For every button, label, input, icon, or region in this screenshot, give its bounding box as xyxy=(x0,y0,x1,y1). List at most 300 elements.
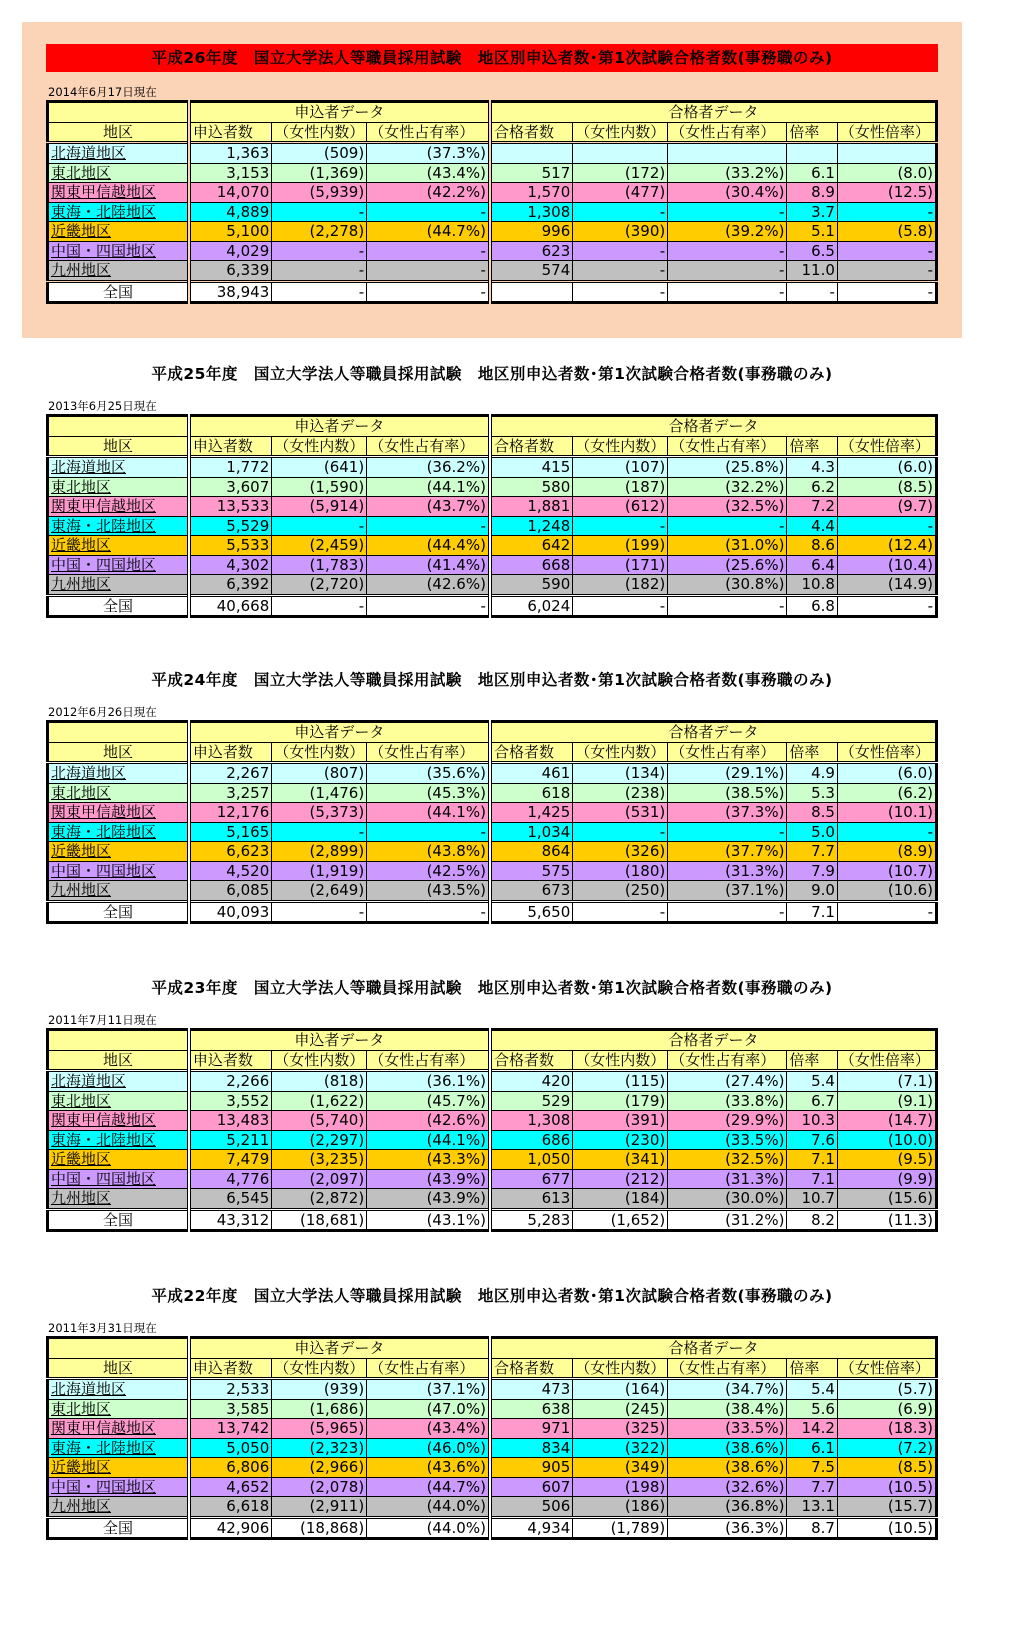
column-header-female-ratio: （女性倍率） xyxy=(837,742,936,763)
passer-female-rate-cell: (33.2%) xyxy=(668,163,787,183)
ratio-cell: 6.2 xyxy=(787,477,838,497)
passers-cell: 996 xyxy=(490,222,573,242)
applicant-female-rate-cell: (37.3%) xyxy=(367,143,490,164)
passers-cell: 677 xyxy=(490,1169,573,1189)
passers-cell: 1,034 xyxy=(490,822,573,842)
applicants-cell: 7,479 xyxy=(189,1150,272,1170)
passers-cell: 506 xyxy=(490,1497,573,1518)
passers-cell: 1,050 xyxy=(490,1150,573,1170)
total-passer-female-rate-cell: - xyxy=(668,901,787,923)
total-passer-female-count-cell: - xyxy=(573,595,668,617)
applicant-female-rate-cell: (43.5%) xyxy=(367,881,490,902)
ratio-cell: 4.4 xyxy=(787,516,838,536)
ratio-cell: 5.4 xyxy=(787,1071,838,1092)
passer-female-count-cell: (326) xyxy=(573,842,668,862)
region-name: 東海・北陸地区 xyxy=(48,516,189,536)
total-applicants-cell: 40,668 xyxy=(189,595,272,617)
column-header-passer-female-rate: （女性占有率） xyxy=(668,1358,787,1379)
table-row xyxy=(48,497,937,517)
passer-female-rate-cell: - xyxy=(668,516,787,536)
total-applicants-cell: 42,906 xyxy=(189,1517,272,1539)
passer-female-rate-cell: (29.1%) xyxy=(668,763,787,784)
ratio-cell: 11.0 xyxy=(787,261,838,282)
passer-female-rate-cell: (25.6%) xyxy=(668,555,787,575)
column-header-row xyxy=(48,742,937,763)
total-passers-cell: 5,283 xyxy=(490,1209,573,1231)
passer-female-rate-cell: (37.1%) xyxy=(668,881,787,902)
passers-cell: 575 xyxy=(490,861,573,881)
ratio-cell: 5.0 xyxy=(787,822,838,842)
passer-female-rate-cell: (37.7%) xyxy=(668,842,787,862)
female-ratio-cell: (12.4) xyxy=(837,536,936,556)
passer-female-count-cell: (349) xyxy=(573,1458,668,1478)
column-header-passer-female-count: （女性内数） xyxy=(573,742,668,763)
column-header-row xyxy=(48,1358,937,1379)
female-ratio-cell: - xyxy=(837,261,936,282)
female-ratio-cell: (6.0) xyxy=(837,763,936,784)
column-header-applicants: 申込者数 xyxy=(189,742,272,763)
passer-female-rate-cell: - xyxy=(668,822,787,842)
column-header-applicant-female-rate: （女性占有率） xyxy=(367,1050,490,1071)
region-name: 関東甲信越地区 xyxy=(48,1111,189,1131)
passers-cell: 574 xyxy=(490,261,573,282)
ratio-cell: 14.2 xyxy=(787,1419,838,1439)
applicants-cell: 14,070 xyxy=(189,183,272,203)
ratio-cell: 7.1 xyxy=(787,1169,838,1189)
as-of-date: 2013年6月25日現在 xyxy=(48,399,157,413)
column-header-region: 地区 xyxy=(48,1050,189,1071)
applicant-female-count-cell: (2,966) xyxy=(272,1458,367,1478)
column-header-passers: 合格者数 xyxy=(490,436,573,457)
ratio-cell: 7.9 xyxy=(787,861,838,881)
passer-female-count-cell: (134) xyxy=(573,763,668,784)
column-header-female-ratio: （女性倍率） xyxy=(837,1050,936,1071)
passer-female-rate-cell: (32.2%) xyxy=(668,477,787,497)
region-name: 中国・四国地区 xyxy=(48,555,189,575)
applicants-cell: 6,618 xyxy=(189,1497,272,1518)
total-passers-cell: 6,024 xyxy=(490,595,573,617)
passers-cell: 580 xyxy=(490,477,573,497)
ratio-cell: 7.6 xyxy=(787,1130,838,1150)
ratio-cell: 3.7 xyxy=(787,202,838,222)
passer-female-rate-cell: (25.8%) xyxy=(668,457,787,478)
applicant-female-rate-cell: (42.6%) xyxy=(367,575,490,596)
passers-cell: 461 xyxy=(490,763,573,784)
column-header-passer-female-rate: （女性占有率） xyxy=(668,742,787,763)
applicant-female-rate-cell: (43.9%) xyxy=(367,1169,490,1189)
passer-data-group-header: 合格者データ xyxy=(490,102,937,123)
table-row xyxy=(48,222,937,242)
female-ratio-cell: (9.7) xyxy=(837,497,936,517)
table-row xyxy=(48,163,937,183)
applicant-female-count-cell: - xyxy=(272,202,367,222)
applicant-female-count-cell: (2,278) xyxy=(272,222,367,242)
applicant-female-rate-cell: (44.7%) xyxy=(367,1477,490,1497)
applicant-female-count-cell: (2,078) xyxy=(272,1477,367,1497)
total-passer-female-rate-cell: (31.2%) xyxy=(668,1209,787,1231)
applicants-cell: 3,153 xyxy=(189,163,272,183)
table-row xyxy=(48,457,937,478)
applicants-cell: 6,392 xyxy=(189,575,272,596)
table-row xyxy=(48,516,937,536)
applicant-data-group-header: 申込者データ xyxy=(189,1338,490,1359)
column-header-passer-female-rate: （女性占有率） xyxy=(668,436,787,457)
applicants-cell: 3,607 xyxy=(189,477,272,497)
passer-female-rate-cell: (36.8%) xyxy=(668,1497,787,1518)
passer-female-count-cell: (531) xyxy=(573,803,668,823)
applicant-female-rate-cell: (42.2%) xyxy=(367,183,490,203)
applicant-female-count-cell: (2,911) xyxy=(272,1497,367,1518)
passer-female-rate-cell xyxy=(668,143,787,164)
ratio-cell: 8.6 xyxy=(787,536,838,556)
passer-female-count-cell: (107) xyxy=(573,457,668,478)
female-ratio-cell: (10.4) xyxy=(837,555,936,575)
passer-female-count-cell: (612) xyxy=(573,497,668,517)
column-header-passers: 合格者数 xyxy=(490,122,573,143)
applicants-cell: 6,545 xyxy=(189,1189,272,1210)
female-ratio-cell: - xyxy=(837,516,936,536)
applicant-female-rate-cell: (44.1%) xyxy=(367,1130,490,1150)
year-section-1 xyxy=(22,338,962,638)
applicant-female-rate-cell: (47.0%) xyxy=(367,1399,490,1419)
as-of-date: 2012年6月26日現在 xyxy=(48,705,157,719)
passer-female-count-cell: (198) xyxy=(573,1477,668,1497)
passer-female-count-cell: (245) xyxy=(573,1399,668,1419)
column-header-applicants: 申込者数 xyxy=(189,1358,272,1379)
applicants-cell: 6,085 xyxy=(189,881,272,902)
table-row xyxy=(48,183,937,203)
passer-female-rate-cell: (37.3%) xyxy=(668,803,787,823)
column-header-applicant-female-count: （女性内数） xyxy=(272,1050,367,1071)
passer-female-rate-cell: (30.0%) xyxy=(668,1189,787,1210)
column-header-passer-female-rate: （女性占有率） xyxy=(668,122,787,143)
region-name: 東北地区 xyxy=(48,1091,189,1111)
table-title: 平成23年度 国立大学法人等職員採用試験 地区別申込者数･第1次試験合格者数(事務職のみ) xyxy=(151,979,833,997)
total-passers-cell xyxy=(490,281,573,303)
passer-female-count-cell: (184) xyxy=(573,1189,668,1210)
total-ratio-cell: 8.7 xyxy=(787,1517,838,1539)
applicant-female-count-cell: (818) xyxy=(272,1071,367,1092)
female-ratio-cell: - xyxy=(837,202,936,222)
applicant-female-count-cell: (641) xyxy=(272,457,367,478)
applicant-female-count-cell: (1,783) xyxy=(272,555,367,575)
total-applicant-female-count-cell: (18,681) xyxy=(272,1209,367,1231)
female-ratio-cell: - xyxy=(837,822,936,842)
female-ratio-cell: - xyxy=(837,241,936,261)
applicant-data-group-header: 申込者データ xyxy=(189,1030,490,1051)
applicants-cell: 13,483 xyxy=(189,1111,272,1131)
applicants-cell: 3,552 xyxy=(189,1091,272,1111)
year-section-2 xyxy=(22,644,962,944)
passer-female-rate-cell: (30.4%) xyxy=(668,183,787,203)
passer-female-count-cell: - xyxy=(573,202,668,222)
national-total-row xyxy=(48,281,937,303)
empty-header-cell xyxy=(48,722,189,743)
female-ratio-cell: (6.9) xyxy=(837,1399,936,1419)
passers-cell: 673 xyxy=(490,881,573,902)
applicant-female-count-cell: (1,476) xyxy=(272,783,367,803)
applicants-cell: 6,806 xyxy=(189,1458,272,1478)
ratio-cell: 5.6 xyxy=(787,1399,838,1419)
female-ratio-cell: (10.0) xyxy=(837,1130,936,1150)
applicants-cell: 5,533 xyxy=(189,536,272,556)
table-row xyxy=(48,261,937,282)
column-header-region: 地区 xyxy=(48,1358,189,1379)
ratio-cell xyxy=(787,143,838,164)
table-row xyxy=(48,783,937,803)
column-header-row xyxy=(48,436,937,457)
total-label: 全国 xyxy=(48,595,189,617)
female-ratio-cell: (10.7) xyxy=(837,861,936,881)
region-name: 中国・四国地区 xyxy=(48,1477,189,1497)
column-header-region: 地区 xyxy=(48,122,189,143)
passer-female-count-cell: (212) xyxy=(573,1169,668,1189)
ratio-cell: 6.7 xyxy=(787,1091,838,1111)
as-of-date: 2011年7月11日現在 xyxy=(48,1013,157,1027)
region-name: 近畿地区 xyxy=(48,1150,189,1170)
region-name: 近畿地区 xyxy=(48,842,189,862)
female-ratio-cell: (6.0) xyxy=(837,457,936,478)
passer-female-count-cell xyxy=(573,143,668,164)
passers-cell: 420 xyxy=(490,1071,573,1092)
passer-female-count-cell: (171) xyxy=(573,555,668,575)
applicant-female-count-cell: (939) xyxy=(272,1379,367,1400)
table-row xyxy=(48,1091,937,1111)
table-row xyxy=(48,202,937,222)
region-name: 九州地区 xyxy=(48,881,189,902)
total-applicants-cell: 38,943 xyxy=(189,281,272,303)
table-row xyxy=(48,1189,937,1210)
group-header-row xyxy=(48,1030,937,1051)
passer-female-count-cell: - xyxy=(573,241,668,261)
passers-cell: 905 xyxy=(490,1458,573,1478)
applicant-data-group-header: 申込者データ xyxy=(189,416,490,437)
passers-cell: 864 xyxy=(490,842,573,862)
passers-cell xyxy=(490,143,573,164)
passer-female-count-cell: (182) xyxy=(573,575,668,596)
passer-female-rate-cell: (31.3%) xyxy=(668,861,787,881)
table-row xyxy=(48,861,937,881)
passer-data-group-header: 合格者データ xyxy=(490,1338,937,1359)
applicant-female-rate-cell: - xyxy=(367,516,490,536)
total-ratio-cell: 8.2 xyxy=(787,1209,838,1231)
passers-cell: 1,308 xyxy=(490,1111,573,1131)
applicant-female-rate-cell: (36.1%) xyxy=(367,1071,490,1092)
ratio-cell: 6.5 xyxy=(787,241,838,261)
table-row xyxy=(48,1458,937,1478)
female-ratio-cell: (10.5) xyxy=(837,1477,936,1497)
column-header-ratio: 倍率 xyxy=(787,1358,838,1379)
table-title: 平成22年度 国立大学法人等職員採用試験 地区別申込者数･第1次試験合格者数(事務職のみ) xyxy=(151,1287,833,1305)
passer-data-group-header: 合格者データ xyxy=(490,722,937,743)
passer-female-rate-cell: (38.6%) xyxy=(668,1458,787,1478)
applicant-female-rate-cell: (43.8%) xyxy=(367,842,490,862)
region-name: 北海道地区 xyxy=(48,457,189,478)
column-header-ratio: 倍率 xyxy=(787,1050,838,1071)
female-ratio-cell: (18.3) xyxy=(837,1419,936,1439)
female-ratio-cell: (8.0) xyxy=(837,163,936,183)
passer-female-count-cell: (180) xyxy=(573,861,668,881)
table-row xyxy=(48,143,937,164)
female-ratio-cell: (8.5) xyxy=(837,477,936,497)
female-ratio-cell: (15.7) xyxy=(837,1497,936,1518)
region-name: 北海道地区 xyxy=(48,1071,189,1092)
column-header-applicants: 申込者数 xyxy=(189,436,272,457)
applicant-female-count-cell: (509) xyxy=(272,143,367,164)
ratio-cell: 4.3 xyxy=(787,457,838,478)
column-header-passers: 合格者数 xyxy=(490,1358,573,1379)
passer-female-rate-cell: (33.8%) xyxy=(668,1091,787,1111)
total-female-ratio-cell: - xyxy=(837,901,936,923)
ratio-cell: 10.8 xyxy=(787,575,838,596)
passer-female-count-cell: - xyxy=(573,516,668,536)
table-row xyxy=(48,241,937,261)
applicant-female-rate-cell: (43.4%) xyxy=(367,163,490,183)
ratio-cell: 7.2 xyxy=(787,497,838,517)
applicant-female-rate-cell: - xyxy=(367,202,490,222)
applicant-female-count-cell: (5,939) xyxy=(272,183,367,203)
passer-female-count-cell: (322) xyxy=(573,1438,668,1458)
applicants-cell: 2,267 xyxy=(189,763,272,784)
applicant-female-rate-cell: (44.0%) xyxy=(367,1497,490,1518)
total-female-ratio-cell: - xyxy=(837,281,936,303)
total-passer-female-rate-cell: - xyxy=(668,281,787,303)
total-applicant-female-count-cell: - xyxy=(272,595,367,617)
passers-cell: 686 xyxy=(490,1130,573,1150)
region-name: 東海・北陸地区 xyxy=(48,1438,189,1458)
total-applicants-cell: 40,093 xyxy=(189,901,272,923)
female-ratio-cell: (5.8) xyxy=(837,222,936,242)
column-header-female-ratio: （女性倍率） xyxy=(837,1358,936,1379)
female-ratio-cell: (14.7) xyxy=(837,1111,936,1131)
female-ratio-cell: (8.9) xyxy=(837,842,936,862)
female-ratio-cell: (9.1) xyxy=(837,1091,936,1111)
table-row xyxy=(48,822,937,842)
region-name: 北海道地区 xyxy=(48,143,189,164)
passer-female-rate-cell: (33.5%) xyxy=(668,1419,787,1439)
column-header-applicant-female-count: （女性内数） xyxy=(272,1358,367,1379)
female-ratio-cell: (7.2) xyxy=(837,1438,936,1458)
applicants-cell: 4,302 xyxy=(189,555,272,575)
passer-female-count-cell: (341) xyxy=(573,1150,668,1170)
passer-data-group-header: 合格者データ xyxy=(490,1030,937,1051)
column-header-ratio: 倍率 xyxy=(787,122,838,143)
applicant-female-rate-cell: - xyxy=(367,241,490,261)
total-passer-female-count-cell: (1,789) xyxy=(573,1517,668,1539)
passer-female-count-cell: (172) xyxy=(573,163,668,183)
passer-female-rate-cell: - xyxy=(668,241,787,261)
column-header-region: 地区 xyxy=(48,436,189,457)
applicant-female-count-cell: (2,720) xyxy=(272,575,367,596)
total-applicant-female-count-cell: - xyxy=(272,901,367,923)
column-header-applicant-female-rate: （女性占有率） xyxy=(367,1358,490,1379)
applicant-female-rate-cell: (44.4%) xyxy=(367,536,490,556)
passer-female-count-cell: (186) xyxy=(573,1497,668,1518)
region-name: 近畿地区 xyxy=(48,536,189,556)
ratio-cell: 5.4 xyxy=(787,1379,838,1400)
table-title: 平成24年度 国立大学法人等職員採用試験 地区別申込者数･第1次試験合格者数(事務職のみ) xyxy=(151,671,833,689)
group-header-row xyxy=(48,102,937,123)
ratio-cell: 7.7 xyxy=(787,842,838,862)
region-name: 東北地区 xyxy=(48,477,189,497)
total-passers-cell: 4,934 xyxy=(490,1517,573,1539)
applicants-cell: 2,266 xyxy=(189,1071,272,1092)
applicant-female-count-cell: (5,914) xyxy=(272,497,367,517)
total-label: 全国 xyxy=(48,281,189,303)
passer-female-rate-cell: (38.4%) xyxy=(668,1399,787,1419)
applicant-female-count-cell: - xyxy=(272,822,367,842)
applicants-cell: 13,742 xyxy=(189,1419,272,1439)
applicants-cell: 1,772 xyxy=(189,457,272,478)
applicants-cell: 5,050 xyxy=(189,1438,272,1458)
applicant-female-count-cell: (2,872) xyxy=(272,1189,367,1210)
group-header-row xyxy=(48,722,937,743)
passers-cell: 668 xyxy=(490,555,573,575)
column-header-applicant-female-rate: （女性占有率） xyxy=(367,742,490,763)
applicant-female-rate-cell: (43.7%) xyxy=(367,497,490,517)
passer-female-count-cell: (238) xyxy=(573,783,668,803)
ratio-cell: 8.5 xyxy=(787,803,838,823)
applicant-female-count-cell: (1,919) xyxy=(272,861,367,881)
applicants-cell: 6,339 xyxy=(189,261,272,282)
applicant-female-count-cell: (3,235) xyxy=(272,1150,367,1170)
passers-cell: 834 xyxy=(490,1438,573,1458)
passer-female-rate-cell: (33.5%) xyxy=(668,1130,787,1150)
passers-cell: 613 xyxy=(490,1189,573,1210)
passer-female-count-cell: (179) xyxy=(573,1091,668,1111)
region-name: 北海道地区 xyxy=(48,1379,189,1400)
female-ratio-cell: (6.2) xyxy=(837,783,936,803)
passer-female-count-cell: (187) xyxy=(573,477,668,497)
applicant-female-rate-cell: (42.6%) xyxy=(367,1111,490,1131)
passers-cell: 971 xyxy=(490,1419,573,1439)
passer-female-rate-cell: (32.5%) xyxy=(668,497,787,517)
column-header-applicants: 申込者数 xyxy=(189,1050,272,1071)
applicants-cell: 5,529 xyxy=(189,516,272,536)
total-passer-female-count-cell: - xyxy=(573,281,668,303)
total-applicant-female-rate-cell: - xyxy=(367,901,490,923)
applicants-cell: 5,165 xyxy=(189,822,272,842)
column-header-applicants: 申込者数 xyxy=(189,122,272,143)
applicants-cell: 4,029 xyxy=(189,241,272,261)
passers-cell: 415 xyxy=(490,457,573,478)
total-label: 全国 xyxy=(48,1209,189,1231)
applicant-female-rate-cell: (43.4%) xyxy=(367,1419,490,1439)
passer-female-rate-cell: (29.9%) xyxy=(668,1111,787,1131)
applicants-cell: 13,533 xyxy=(189,497,272,517)
table-row xyxy=(48,842,937,862)
year-section-0 xyxy=(22,22,962,338)
applicant-female-count-cell: - xyxy=(272,241,367,261)
total-passer-female-count-cell: - xyxy=(573,901,668,923)
passer-female-count-cell: (390) xyxy=(573,222,668,242)
applicant-data-group-header: 申込者データ xyxy=(189,722,490,743)
column-header-row xyxy=(48,122,937,143)
ratio-cell: 6.1 xyxy=(787,1438,838,1458)
applicant-female-rate-cell: (44.7%) xyxy=(367,222,490,242)
as-of-date: 2014年6月17日現在 xyxy=(48,85,157,99)
table-row xyxy=(48,763,937,784)
total-ratio-cell: 6.8 xyxy=(787,595,838,617)
group-header-row xyxy=(48,1338,937,1359)
applicant-female-rate-cell: - xyxy=(367,822,490,842)
female-ratio-cell: (10.6) xyxy=(837,881,936,902)
table-row xyxy=(48,536,937,556)
applicant-female-rate-cell: (45.7%) xyxy=(367,1091,490,1111)
column-header-applicant-female-rate: （女性占有率） xyxy=(367,436,490,457)
passer-female-count-cell: (391) xyxy=(573,1111,668,1131)
passer-female-rate-cell: (31.3%) xyxy=(668,1169,787,1189)
